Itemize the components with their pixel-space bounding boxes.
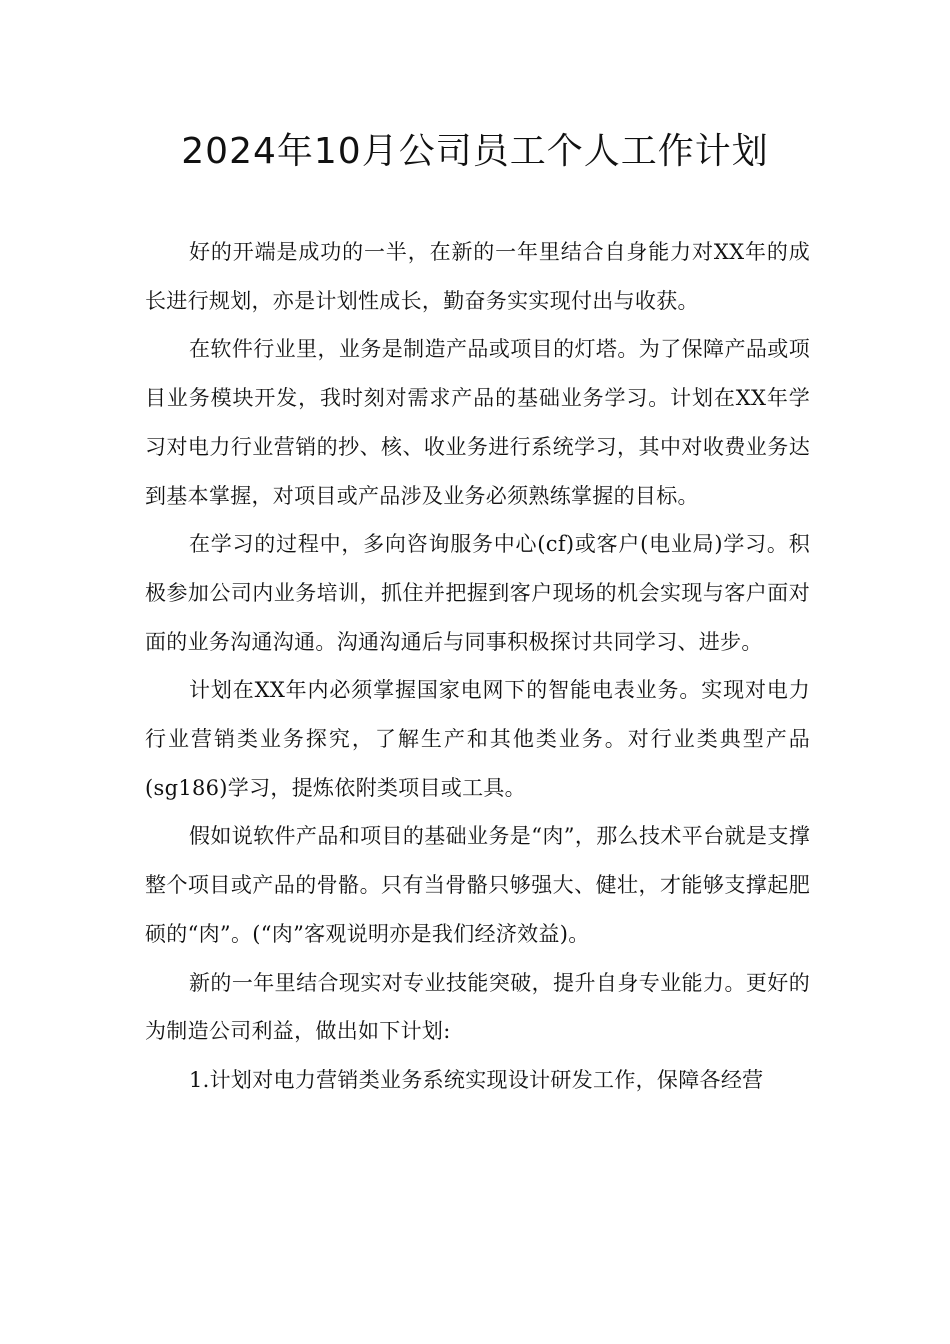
paragraph-plan-item-1: 1.计划对电力营销类业务系统实现设计研发工作，保障各经营	[189, 1067, 764, 1092]
paragraph-skill-plan: 新的一年里结合现实对专业技能突破，提升自身专业能力。更好的为制造公司利益，做出如下计划:	[145, 970, 810, 1044]
document-title: 2024年10月公司员工个人工作计划	[181, 131, 769, 172]
document-body	[145, 228, 810, 1105]
paragraph-business-learning: 在软件行业里，业务是制造产品或项目的灯塔。为了保障产品或项目业务模块开发，我时刻对需求产品的基础业务学习。计划在XX年学习对电力行业营销的抄、核、收业务进行系统学习，其中对收费业务达到基本掌握，对项目或产品涉及业务必须熟练掌握的目标。	[145, 337, 810, 508]
paragraph-learning-process: 在学习的过程中，多向咨询服务中心(cf)或客户(电业局)学习。积极参加公司内业务培训，抓住并把握到客户现场的机会实现与客户面对面的业务沟通沟通。沟通沟通后与同事积极探讨共同学习、进步。	[145, 532, 810, 654]
paragraph-technology-platform: 假如说软件产品和项目的基础业务是“肉”，那么技术平台就是支撑整个项目或产品的骨骼。只有当骨骼只够强大、健壮，才能够支撑起肥硕的“肉”。(“肉”客观说明亦是我们经济效益)。	[145, 824, 810, 946]
paragraph-smart-meter: 计划在XX年内必须掌握国家电网下的智能电表业务。实现对电力行业营销类业务探究，了解生产和其他类业务。对行业类典型产品(sg186)学习，提炼依附类项目或工具。	[145, 678, 810, 800]
paragraph-intro: 好的开端是成功的一半，在新的一年里结合自身能力对XX年的成长进行规划，亦是计划性成长，勤奋务实实现付出与收获。	[145, 240, 810, 313]
